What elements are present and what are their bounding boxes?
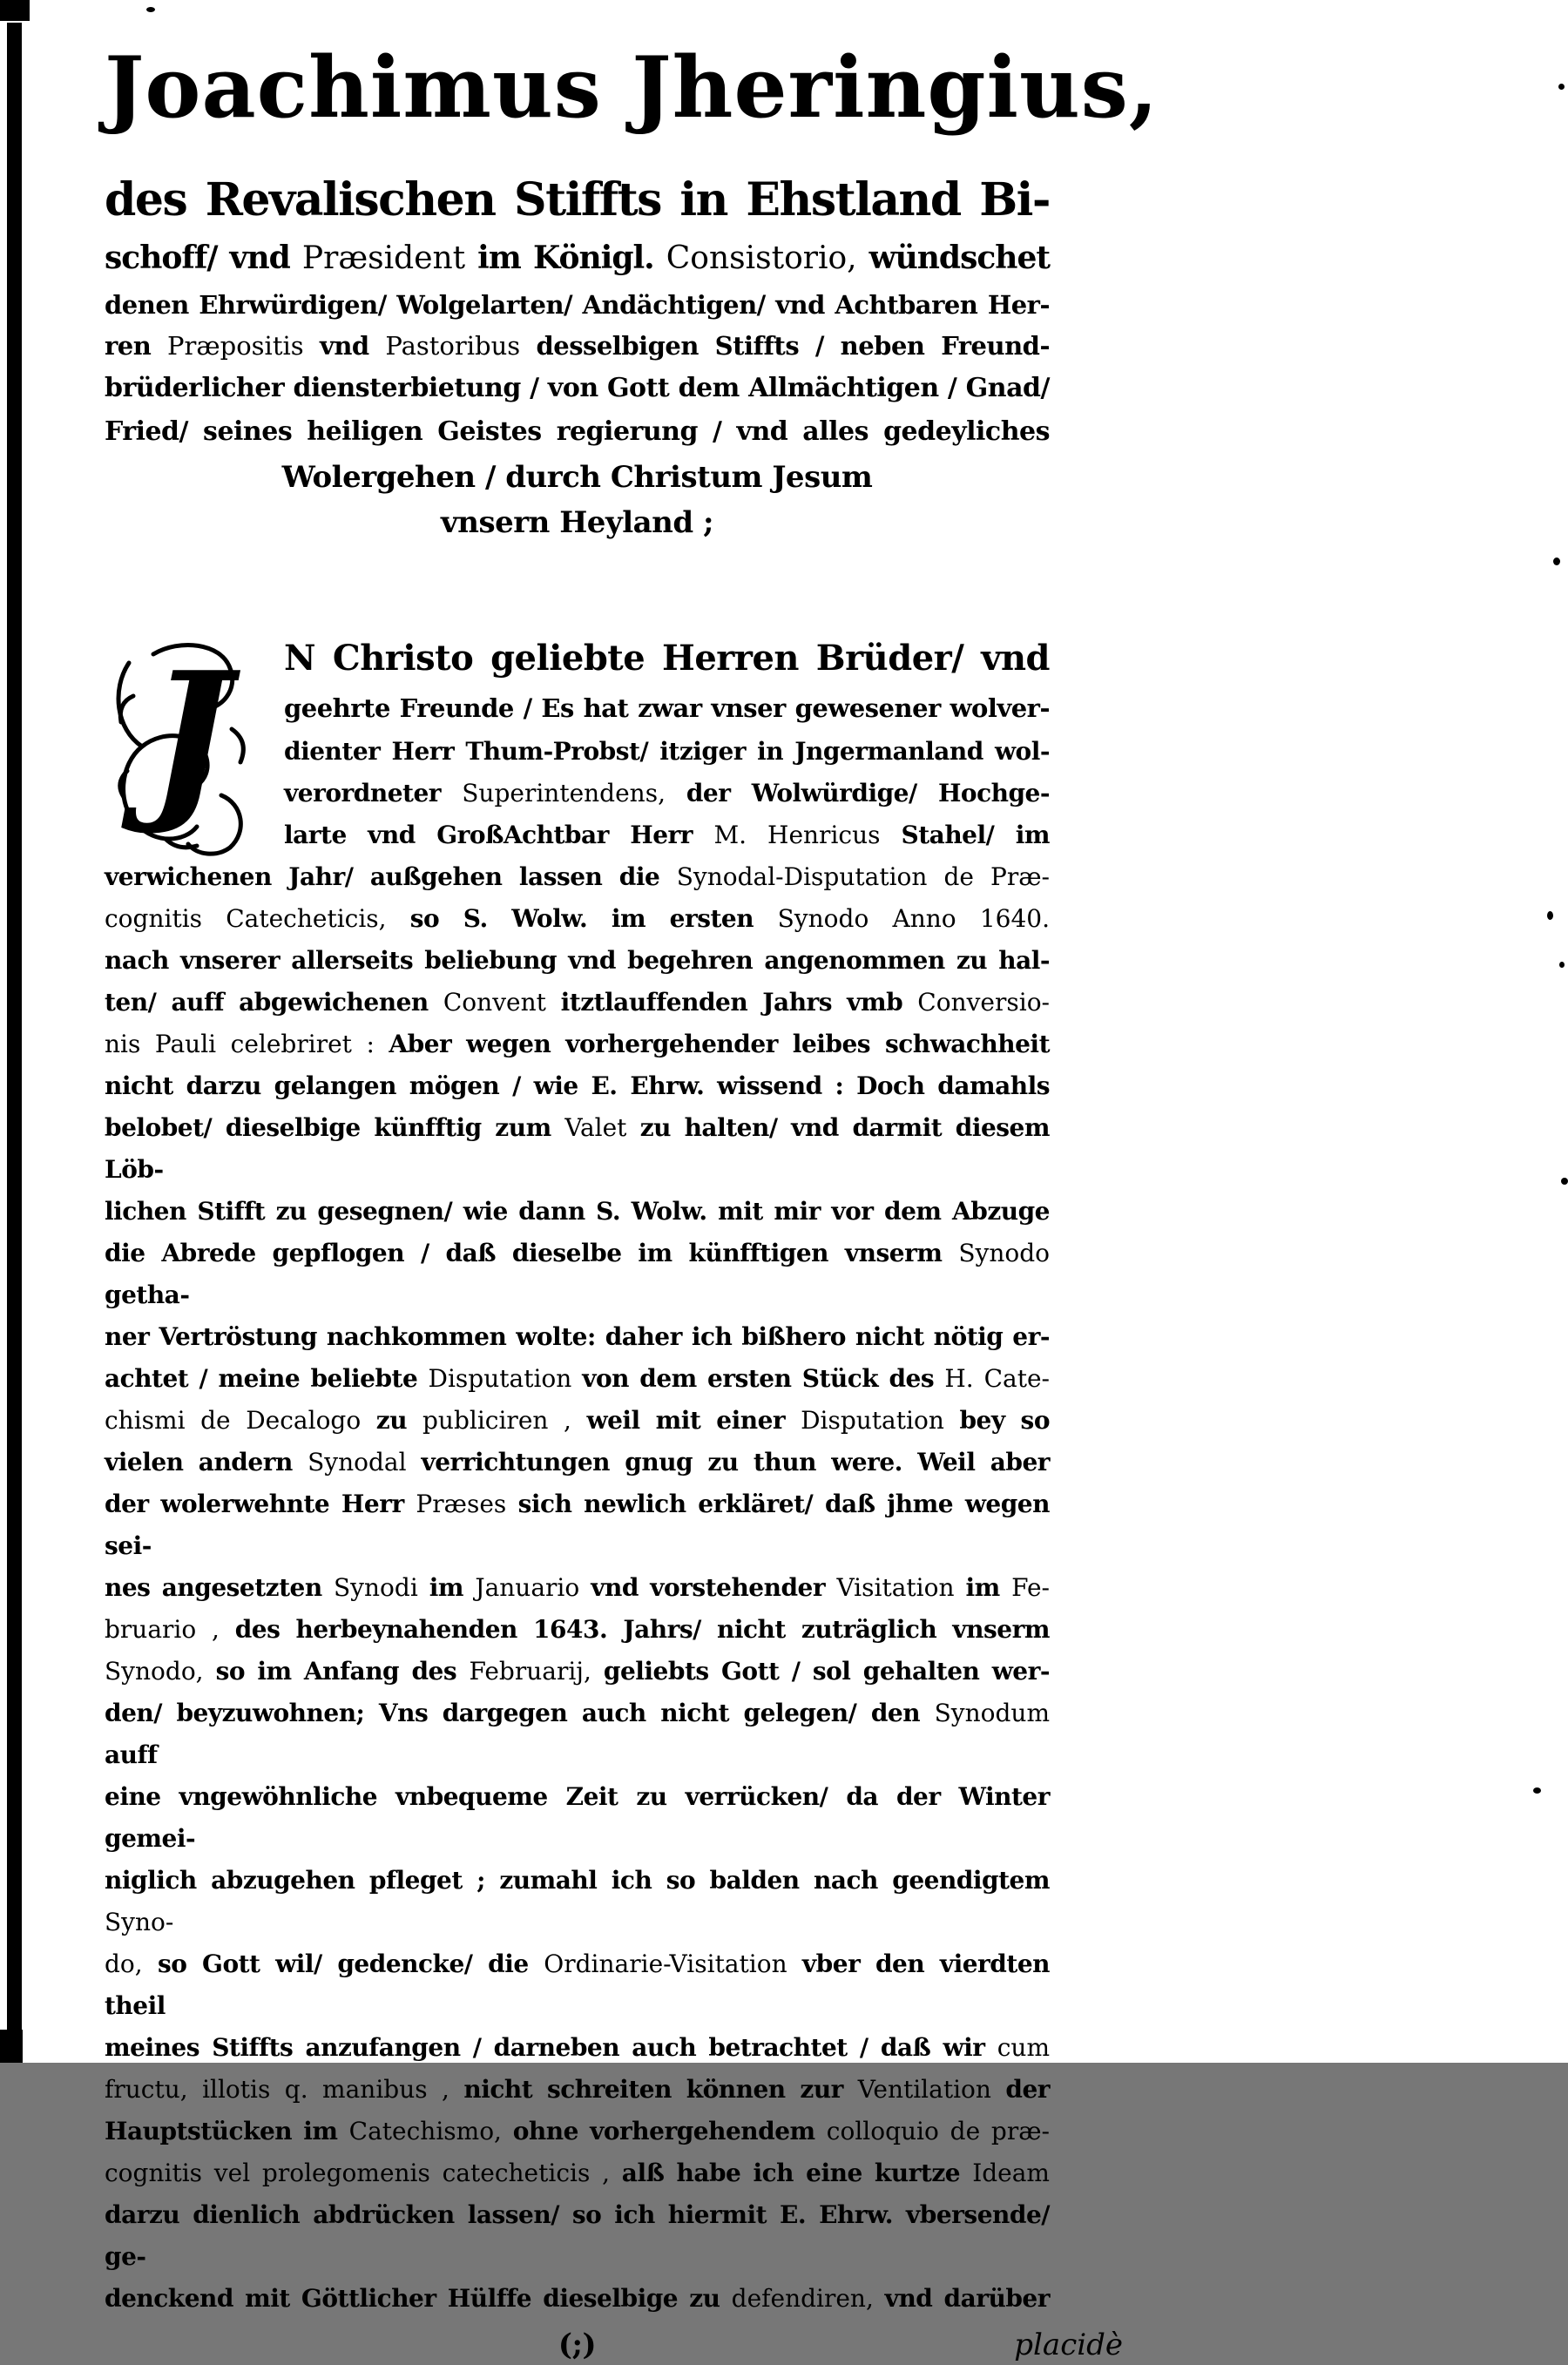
paragraph-lines	[105, 632, 1050, 2320]
ornate-initial	[105, 632, 270, 855]
ink-speck	[1559, 962, 1565, 968]
text-segment: des Revalischen Stiffts in Ehstland Bi-	[105, 173, 1050, 226]
ink-speck	[1553, 557, 1560, 565]
drop-cap-letter: J	[148, 634, 232, 839]
text-segment: desselbigen Stiffts / neben Freund-	[536, 331, 1050, 361]
text-line	[105, 1442, 1050, 1483]
text-segment: Synodum	[934, 1699, 1050, 1727]
text-segment: bruario ,	[105, 1615, 235, 1644]
text-segment: Ordinarie-Visitation	[544, 1949, 802, 1978]
text-line	[105, 1191, 1050, 1233]
text-segment: wündschet	[868, 240, 1050, 276]
text-segment: Catechismo,	[348, 2117, 513, 2145]
text-line	[105, 2278, 1050, 2320]
text-segment: verwichenen Jahr/ außgehen lassen die	[105, 862, 677, 891]
text-segment: Januario	[475, 1573, 591, 1602]
text-segment: Wolergehen / durch Christum Jesum	[281, 460, 873, 495]
text-segment: Consistorio,	[666, 240, 869, 276]
text-segment: do,	[105, 1949, 158, 1978]
text-line	[105, 1860, 1050, 1943]
text-line	[105, 1693, 1050, 1776]
text-segment: so S. Wolw. im ersten	[409, 904, 778, 933]
text-segment: bey so	[959, 1406, 1050, 1435]
ink-speck	[1558, 84, 1565, 90]
text-segment: der	[1005, 2075, 1051, 2104]
text-segment: M. Henricus	[713, 821, 902, 849]
text-segment: nach vnserer allerseits beliebung vnd begehren angenommen zu hal-	[105, 946, 1050, 975]
text-segment: darzu dienlich abdrücken lassen/ so ich hiermit E. Ehrw. vbersende/ ge-	[105, 2200, 1050, 2271]
text-segment: belobet/ dieselbige künfftig zum	[105, 1113, 565, 1142]
text-segment: Syno-	[105, 1908, 174, 1936]
text-segment: Synodo,	[105, 1657, 216, 1686]
text-segment: getha-	[105, 1280, 190, 1309]
text-segment: den/ beyzuwohnen; Vns dargegen auch nicht gelegen/ den	[105, 1699, 935, 1727]
text-segment: brüderlicher diensterbietung / von Gott dem Allmächtigen / Gnad/	[105, 373, 1050, 403]
text-line	[105, 1609, 1050, 1651]
text-segment: Synodi	[334, 1573, 429, 1602]
text-column	[105, 0, 1159, 2365]
text-segment: Superintendens,	[462, 779, 686, 807]
text-segment: H. Cate-	[944, 1364, 1050, 1393]
text-line	[105, 1567, 1050, 1609]
text-line	[105, 1358, 1050, 1400]
text-line	[105, 2152, 1050, 2194]
text-line	[105, 856, 1050, 898]
text-segment: cum	[997, 2033, 1050, 2062]
text-line	[105, 326, 1050, 367]
text-line	[105, 410, 1050, 454]
ink-speck	[1547, 911, 1553, 920]
text-segment: weil mit einer	[586, 1406, 801, 1435]
text-segment: zu halten/ vnd darmit diesem Löb-	[105, 1113, 1050, 1184]
text-segment: Hauptstücken im	[105, 2117, 349, 2145]
text-segment: Præpositis	[167, 331, 320, 361]
text-line	[105, 454, 1050, 501]
text-segment: Convent	[443, 988, 561, 1017]
text-segment: vnd darüber	[884, 2284, 1050, 2313]
text-segment: geliebts Gott / sol gehalten wer-	[603, 1657, 1050, 1686]
text-segment: Stahel/ im	[901, 821, 1051, 849]
text-segment: cognitis vel prolegomenis catecheticis ,	[105, 2159, 622, 2187]
text-line	[105, 1024, 1050, 1065]
text-segment: vnd vorstehender	[591, 1573, 837, 1602]
text-segment: alß habe ich eine kurtze	[621, 2159, 973, 2187]
text-segment: cognitis Catecheticis,	[105, 904, 410, 933]
text-line	[105, 940, 1050, 982]
text-segment: Visitation	[836, 1573, 966, 1602]
scan-corner-artifact-bottom	[0, 2030, 23, 2063]
text-segment: der Wolwürdige/ Hochge-	[686, 779, 1050, 807]
text-segment: fructu, illotis q. manibus ,	[105, 2075, 464, 2104]
text-segment: nicht schreiten können zur	[463, 2075, 858, 2104]
text-segment: nis Pauli celebriret :	[105, 1030, 389, 1058]
catchword: placidè	[1014, 2328, 1124, 2362]
page-footer	[105, 2325, 1124, 2365]
text-line	[105, 2027, 1050, 2069]
text-line	[105, 2069, 1050, 2111]
text-segment: ohne vorhergehendem	[512, 2117, 827, 2145]
text-segment: von dem ersten Stück des	[582, 1364, 945, 1393]
text-segment: auff	[105, 1740, 158, 1769]
text-segment: N Christo geliebte Herren Brüder/ vnd	[284, 638, 1050, 679]
text-segment: Ideam	[972, 2159, 1050, 2187]
text-segment: vnsern Heyland ;	[440, 505, 714, 540]
text-line	[105, 1651, 1050, 1693]
text-line	[105, 1776, 1050, 1860]
text-segment: nes angesetzten	[105, 1573, 334, 1602]
text-segment: ner Vertröstung nachkommen wolte: daher ich bißhero nicht nötig er-	[105, 1322, 1050, 1351]
text-line	[105, 232, 1050, 285]
text-segment: denen Ehrwürdigen/ Wolgelarten/ Andächtigen/ vnd Achtbaren Her-	[105, 290, 1050, 320]
scan-corner-artifact-top	[0, 0, 30, 21]
text-segment: im	[429, 1573, 476, 1602]
text-segment: im Königl.	[477, 240, 666, 276]
text-line	[105, 1316, 1050, 1358]
ink-speck	[1533, 1787, 1541, 1794]
text-segment: Disputation	[801, 1406, 960, 1435]
text-segment: eine vngewöhnliche vnbequeme Zeit zu verrücken/ da der Winter gemei-	[105, 1782, 1050, 1853]
text-segment: vnd	[319, 331, 386, 361]
text-line	[105, 501, 1050, 544]
text-segment: Februarij,	[469, 1657, 604, 1686]
text-line	[105, 982, 1050, 1024]
text-segment: Præses	[416, 1490, 518, 1518]
text-line	[105, 1065, 1050, 1107]
text-segment: Conversio-	[917, 988, 1051, 1017]
text-segment: dienter Herr Thum-Probst/ itziger in Jngermanland wol-	[284, 737, 1050, 766]
text-segment: defendiren,	[731, 2284, 885, 2313]
text-segment: Synodo	[958, 1239, 1050, 1267]
text-segment: vielen andern	[105, 1448, 308, 1476]
text-segment: ren	[105, 331, 168, 361]
text-line	[105, 2111, 1050, 2152]
text-segment: meines Stiffts anzufangen / darneben auch betrachtet / daß wir	[105, 2033, 997, 2062]
text-line	[105, 1107, 1050, 1191]
ink-speck	[1561, 1178, 1568, 1185]
text-segment: itztlauffenden Jahrs vmb	[560, 988, 918, 1017]
text-segment: verrichtungen gnug zu thun were. Weil aber	[421, 1448, 1051, 1476]
text-segment: nicht darzu gelangen mögen / wie E. Ehrw. wissend : Doch damahls	[105, 1071, 1050, 1100]
text-segment: die Abrede gepflogen / daß dieselbe im künfftigen vnserm	[105, 1239, 959, 1267]
text-line	[105, 285, 1050, 326]
text-segment: colloquio de præ-	[826, 2117, 1051, 2145]
text-segment: vber den vierdten theil	[105, 1949, 1050, 2020]
text-segment: im	[965, 1573, 1012, 1602]
text-segment: Synodal-Disputation de Præ-	[676, 862, 1051, 891]
drop-cap-flourish-icon	[105, 632, 270, 855]
text-line	[105, 1233, 1050, 1316]
text-segment: achtet / meine beliebte	[105, 1364, 429, 1393]
page-title: Joachimus Jheringius,	[105, 38, 1159, 137]
text-segment: Synodal	[308, 1448, 422, 1476]
text-segment: sich newlich erkläret/ daß jhme wegen sei-	[105, 1490, 1050, 1560]
text-segment: chismi de Decalogo	[105, 1406, 376, 1435]
text-segment: Disputation	[428, 1364, 583, 1393]
text-line	[105, 1400, 1050, 1442]
text-segment: des herbeynahenden 1643. Jahrs/ nicht zuträglich vnserm	[234, 1615, 1050, 1644]
text-segment: Præsident	[301, 240, 478, 276]
text-segment: Aber wegen vorhergehender leibes schwachheit	[389, 1030, 1051, 1058]
text-line	[105, 1943, 1050, 2027]
heading-lines	[105, 169, 1050, 544]
text-segment: Fe-	[1011, 1573, 1051, 1602]
text-segment: Fried/ seines heiligen Geistes regierung / vnd alles gedeyliches	[105, 416, 1050, 447]
text-segment: denckend mit Göttlicher Hülffe dieselbige zu	[105, 2284, 732, 2313]
text-segment: publiciren ,	[422, 1406, 587, 1435]
text-segment: so im Anfang des	[215, 1657, 470, 1686]
text-segment: der wolerwehnte Herr	[105, 1490, 416, 1518]
text-segment: geehrte Freunde / Es hat zwar vnser gewesener wolver-	[284, 693, 1050, 723]
text-line	[105, 169, 1050, 232]
text-segment: verordneter	[284, 779, 463, 807]
text-line	[105, 367, 1050, 410]
text-segment: Pastoribus	[385, 331, 537, 361]
text-segment: niglich abzugehen pfleget ; zumahl ich so balden nach geendigtem	[105, 1866, 1050, 1895]
text-line	[105, 1483, 1050, 1567]
text-line	[105, 2194, 1050, 2278]
text-segment: ten/ auff abgewichenen	[105, 988, 443, 1017]
text-segment: larte vnd GroßAchtbar Herr	[284, 821, 714, 849]
text-segment: schoff/ vnd	[105, 240, 302, 276]
body-paragraph	[105, 632, 1050, 2320]
signature-mark: (;)	[558, 2328, 597, 2362]
text-segment: Valet	[564, 1113, 640, 1142]
text-segment: lichen Stifft zu gesegnen/ wie dann S. Wolw. mit mir vor dem Abzuge	[105, 1197, 1050, 1226]
text-segment: Synodo Anno 1640.	[777, 904, 1050, 933]
text-segment: so Gott wil/ gedencke/ die	[157, 1949, 544, 1978]
text-segment: Ventilation	[857, 2075, 1006, 2104]
text-line	[105, 898, 1050, 940]
text-segment: zu	[375, 1406, 422, 1435]
scan-edge-artifact	[7, 23, 22, 2063]
